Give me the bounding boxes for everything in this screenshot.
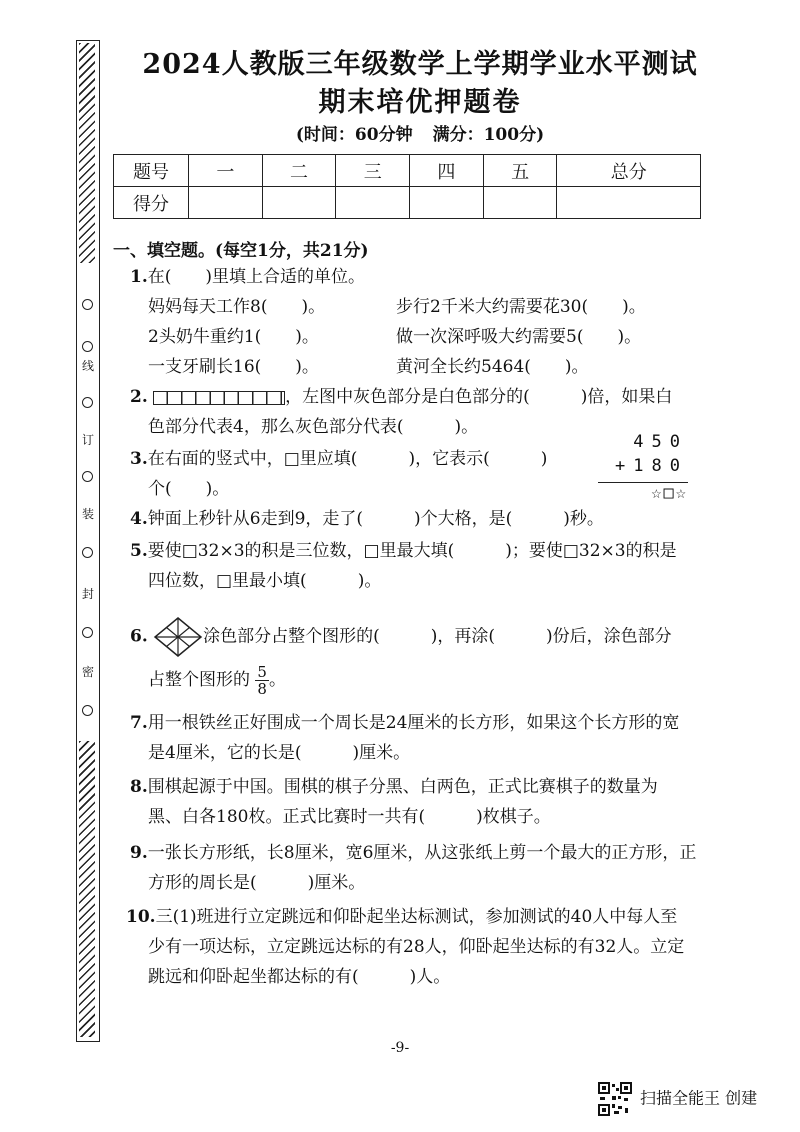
question-2 <box>130 386 672 408</box>
score-input-cell[interactable] <box>189 187 263 219</box>
question-8 <box>130 776 658 798</box>
binding-hole <box>82 299 93 310</box>
question-text: 在右面的竖式中，□里应填( )，它表示( ) <box>147 449 548 469</box>
question-number: 9. <box>130 843 148 863</box>
question-text: 围棋起源于中国。围棋的棋子分黑、白两色，正式比赛棋子的数量为 <box>147 777 658 797</box>
binding-char: 订 <box>81 433 94 447</box>
question-5-cont: 四位数，□里最小填( )。 <box>148 571 382 591</box>
q1-item-e: 一支牙刷长16( )。 <box>148 357 319 377</box>
question-10-cont: 少有一项达标，立定跳远达标的有28人，仰卧起坐达标的有32人。立定 <box>148 937 685 957</box>
binding-hole <box>82 627 93 638</box>
question-3 <box>130 448 547 470</box>
question-number: 6. <box>130 626 148 647</box>
score-input-cell[interactable] <box>410 187 484 219</box>
question-text: 三(1)班进行立定跳远和仰卧起坐达标测试，参加测试的40人中每人至 <box>155 907 678 927</box>
binding-hole <box>82 547 93 558</box>
q1-item-f: 黄河全长约5464( )。 <box>396 357 589 377</box>
question-text: 涂色部分占整个图形的( )，再涂( )份后，涂色部分 <box>203 626 672 647</box>
question-number: 3. <box>130 449 148 469</box>
question-number: 5. <box>130 541 148 561</box>
question-text: 要使□32×3的积是三位数，□里最大填( )；要使□32×3的积是 <box>147 541 677 561</box>
question-number: 7. <box>130 713 148 733</box>
score-input-cell[interactable] <box>483 187 557 219</box>
question-text: 一张长方形纸，长8厘米，宽6厘米，从这张纸上剪一个最大的正方形，正 <box>147 843 697 863</box>
exam-info <box>120 120 720 145</box>
question-9 <box>130 842 696 864</box>
question-number: 10. <box>126 907 156 927</box>
section-title: 一、填空题。(每空1分，共21分) <box>113 241 369 261</box>
score-cell: 一 <box>189 155 263 187</box>
question-text: 占整个图形的 <box>148 670 250 690</box>
question-7-cont: 是4厘米，它的长是( )厘米。 <box>148 743 411 763</box>
calc-result: ☆□☆ <box>651 483 688 503</box>
question-3-cont: 个( )。 <box>148 479 230 499</box>
question-text: 用一根铁丝正好围成一个周长是24厘米的长方形，如果这个长方形的宽 <box>147 713 680 733</box>
binding-hole <box>82 471 93 482</box>
hatch-bottom <box>79 741 95 1037</box>
qr-code-icon <box>598 1082 632 1116</box>
rhombus-figure <box>153 616 203 658</box>
question-number: 1. <box>130 267 148 287</box>
exam-title: 2024人教版三年级数学上学期学业水平测试 <box>142 49 698 80</box>
score-cell: 题号 <box>114 155 189 187</box>
fraction-denominator: 8 <box>257 680 267 698</box>
page-number: -9- <box>390 1040 410 1056</box>
score-cell: 总分 <box>557 155 701 187</box>
question-7 <box>130 712 679 734</box>
binding-hole <box>82 397 93 408</box>
score-input-cell[interactable] <box>336 187 410 219</box>
score-cell: 三 <box>336 155 410 187</box>
question-1 <box>130 266 365 288</box>
binding-char: 装 <box>81 507 94 521</box>
score-input-cell[interactable] <box>557 187 701 219</box>
question-6 <box>130 616 672 658</box>
question-8-cont: 黑、白各180枚。正式比赛时一共有( )枚棋子。 <box>148 807 551 827</box>
question-number: 4. <box>130 509 148 529</box>
calc-top: 450 <box>633 432 688 452</box>
binding-char: 线 <box>81 359 94 373</box>
hatch-top <box>79 43 95 263</box>
q1-item-b: 步行2千米大约需要花30( )。 <box>396 297 646 317</box>
scanner-watermark <box>598 1082 757 1116</box>
question-9-cont: 方形的周长是( )厘米。 <box>148 873 366 893</box>
score-cell: 五 <box>483 155 557 187</box>
fraction <box>255 664 269 697</box>
question-text: ，左图中灰色部分是白色部分的( )倍，如果白 <box>285 387 673 407</box>
question-10-cont2: 跳远和仰卧起坐都达标的有( )人。 <box>148 967 451 987</box>
binding-hole <box>82 341 93 352</box>
question-4 <box>130 508 604 530</box>
vertical-calculation <box>598 432 688 507</box>
score-table-header-row <box>114 155 701 187</box>
question-5 <box>130 540 677 562</box>
score-cell: 四 <box>410 155 484 187</box>
exam-time: (时间：60分钟 <box>295 125 413 145</box>
binding-hole <box>82 705 93 716</box>
q1-item-a: 妈妈每天工作8( )。 <box>148 297 326 317</box>
score-table-score-row <box>114 187 701 219</box>
question-2-cont: 色部分代表4，那么灰色部分代表( )。 <box>148 417 479 437</box>
score-input-cell[interactable] <box>262 187 336 219</box>
question-6-cont <box>148 664 286 697</box>
binding-char: 封 <box>81 587 94 601</box>
fraction-numerator: 5 <box>257 663 267 681</box>
calc-mid: +180 <box>615 456 688 476</box>
score-cell: 二 <box>262 155 336 187</box>
bar-strip-figure <box>153 391 285 405</box>
binding-strip <box>76 40 100 1042</box>
question-end: 。 <box>268 670 286 690</box>
binding-char: 密 <box>81 665 94 679</box>
q1-item-c: 2头奶牛重约1( )。 <box>148 327 319 347</box>
question-10 <box>126 906 677 928</box>
scanner-text: 扫描全能王 创建 <box>640 1088 758 1108</box>
question-number: 8. <box>130 777 148 797</box>
score-table <box>113 154 701 219</box>
score-cell: 得分 <box>114 187 189 219</box>
question-text: 在( )里填上合适的单位。 <box>147 267 366 287</box>
question-number: 2. <box>130 387 148 407</box>
q1-item-d: 做一次深呼吸大约需要5( )。 <box>396 327 642 347</box>
exam-subtitle: 期末培优押题卷 <box>318 87 522 118</box>
exam-full-score: 满分：100分) <box>432 125 545 145</box>
question-text: 钟面上秒针从6走到9，走了( )个大格，是( )秒。 <box>147 509 604 529</box>
